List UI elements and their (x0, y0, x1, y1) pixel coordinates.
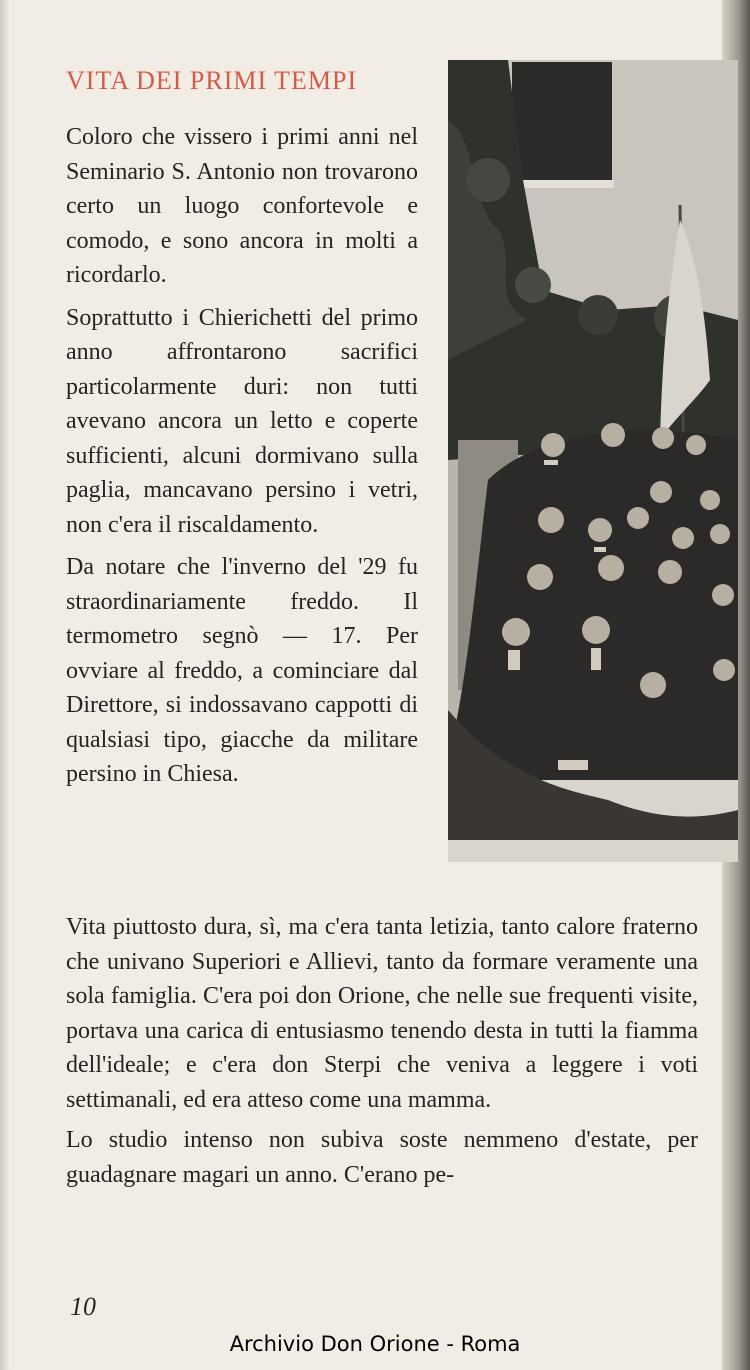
full-paragraph-1: Vita piuttosto dura, sì, ma c'era tanta letizia, tanto calore fraterno che univano Superiori e Allievi, tanto da formare veramente una sola famiglia. C'era poi don Orione, che nelle sue frequenti visite, portava una carica di entusiasmo tenendo desta in tutti la fiamma dell'ideale; e c'era don Sterpi che veniva a leggere i voti settimanali, ed era atteso come una mamma. (66, 914, 698, 1113)
page-number: 10 (70, 1292, 96, 1321)
page-left-edge (0, 0, 10, 1370)
column-paragraph-3: Da notare che l'inverno del '29 fu straordinariamente freddo. Il termometro segnò — 17. Per ovviare al freddo, a cominciare dal Direttore, si indossavano cappotti di qualsiasi tipo, giacche da militare persino in Chiesa. (66, 554, 418, 787)
column-text (66, 120, 418, 792)
group-photo (448, 60, 738, 862)
full-paragraph-2: Lo studio intenso non subiva soste nemmeno d'estate, per guadagnare magari un anno. C'erano pe- (66, 1127, 698, 1188)
column-paragraph-1: Coloro che vissero i primi anni nel Seminario S. Antonio non trovarono certo un luogo confortevole e comodo, e sono ancora in molti a ricordarlo. (66, 124, 418, 288)
column-paragraph-2: Soprattutto i Chierichetti del primo anno affrontarono sacrifici particolarmente duri: non tutti avevano ancora un letto e coperte sufficienti, alcuni dormivano sulla paglia, mancavano persino i vetri, non c'era il riscaldamento. (66, 304, 418, 538)
archive-footer: Archivio Don Orione - Roma (229, 1332, 521, 1356)
full-width-text (66, 910, 698, 1192)
section-title: VITA DEI PRIMI TEMPI (66, 66, 358, 95)
